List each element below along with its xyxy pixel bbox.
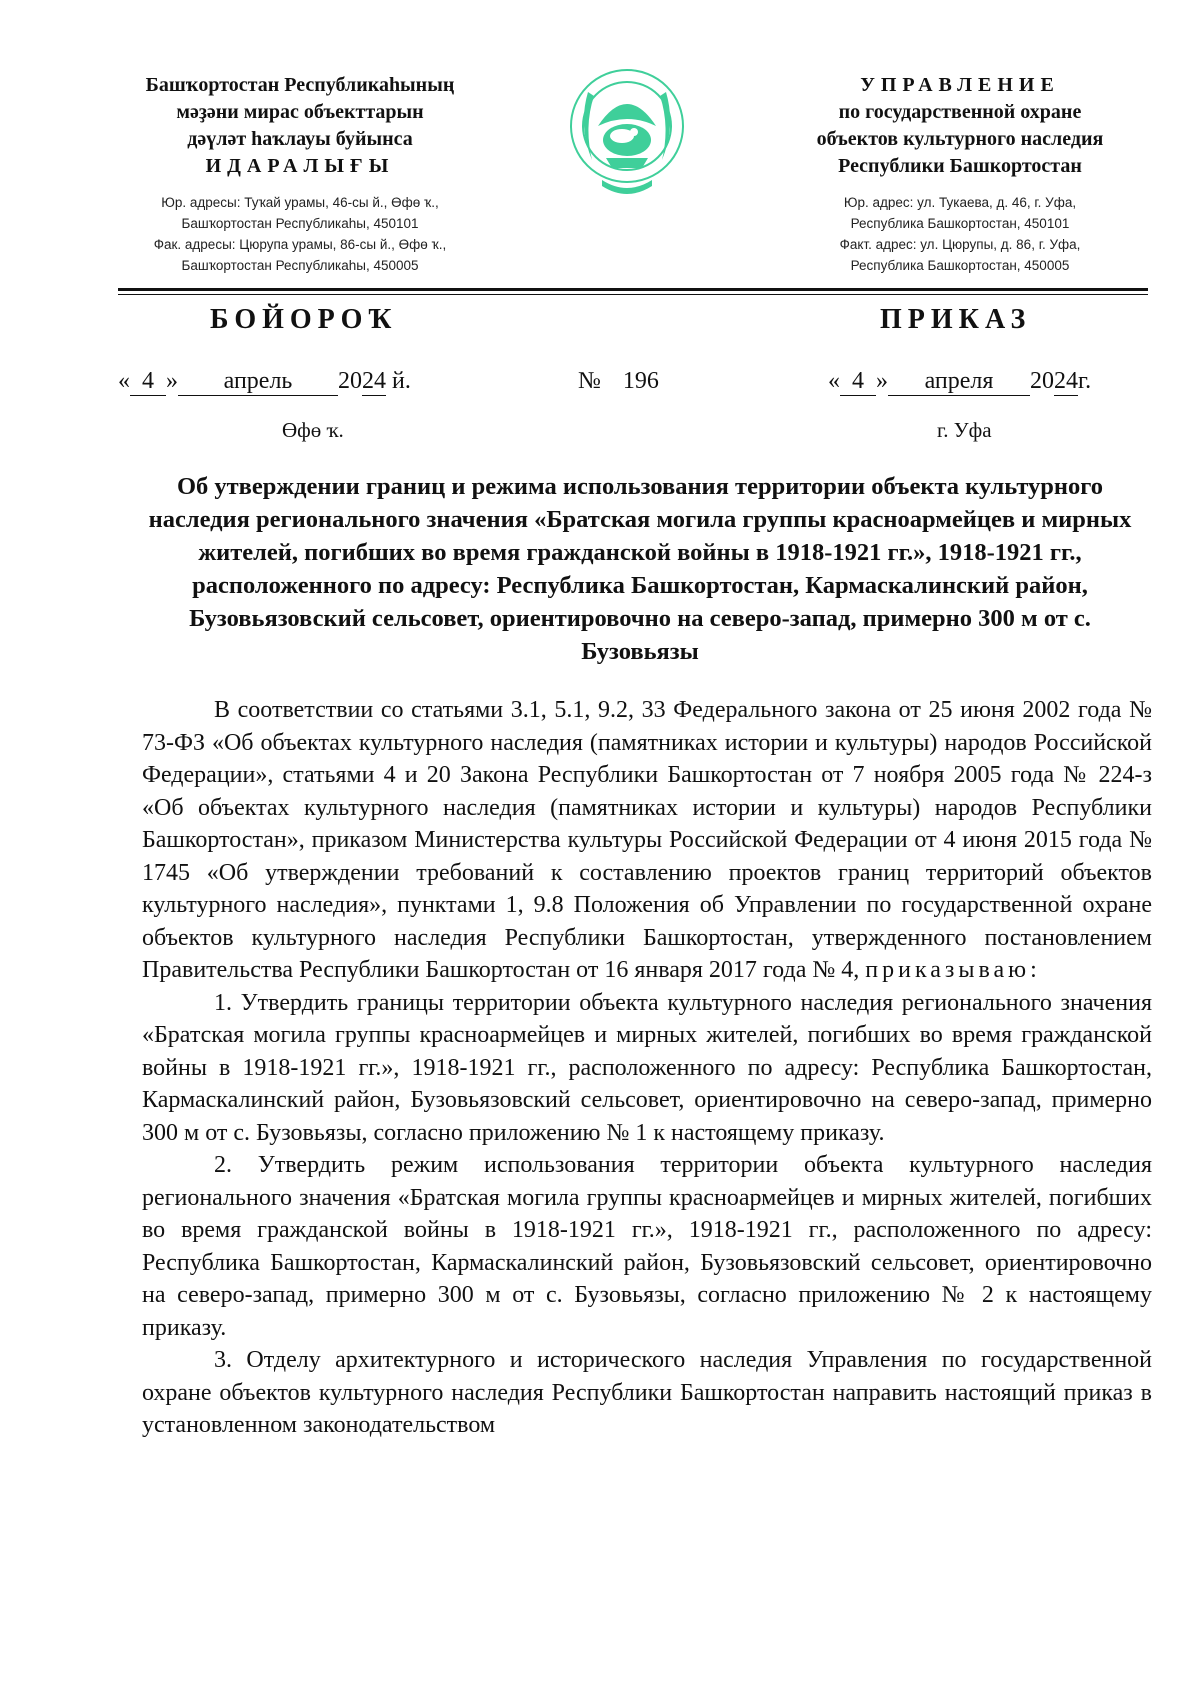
address-line: Фак. адресы: Цюрупа урамы, 86-сы й., Өфө ҡ., [153,237,447,252]
header-right-russian [770,72,1150,276]
org-name-line: мәҙәни мирас объекттарын [176,101,424,123]
doc-type-bashkir: БОЙОРОҠ [210,304,398,335]
header-divider-thick [118,288,1148,291]
city-bashkir: Өфө ҡ. [282,418,344,442]
address-line: Факт. адрес: ул. Цюрупы, д. 86, г. Уфа, [839,237,1081,252]
org-address [770,192,1150,276]
date-year-prefix: 20 [338,368,362,394]
preamble-paragraph [142,694,1152,987]
address-line: Юр. адресы: Туҡай урамы, 46-сы й., Өфө ҡ., [161,195,439,210]
document-title: Об утверждении границ и режима использования территории объекта культурного наследия регионального значения «Братская могила группы красноармейцев и мирных жителей, погибших во время гражданской войны в 1918-1921 гг.», 1918-1921 гг., расположенного по адресу: Республика Башкортостан, Кармаскалинский район, Бузовьязовский сельсовет, ориентировочно на северо-запад, примерно 300 м от с. Бузовьязы [148,473,1132,665]
order-item: 1. Утвердить границы территории объекта культурного наследия регионального значения «Братская могила группы красноармейцев и мирных жителей, погибших во время гражданской войны в 1918-1921 гг.», 1918-1921 гг., расположенного по адресу: Республика Башкортостан, Кармаскалинский район, Бузовьязовский сельсовет, ориентировочно на северо-запад, примерно 300 м от с. Бузовьязы, согласно приложению № 1 к настоящему приказу. [142,989,1152,1146]
date-year-unit: г. [1078,368,1092,394]
quote-close: » [876,368,888,394]
address-line: Республика Башкортостан, 450005 [850,258,1070,273]
address-line: Республика Башкортостан, 450101 [850,216,1070,231]
date-russian [828,368,1091,396]
number-sign: № [578,368,601,394]
header-left-bashkir [100,72,500,276]
org-address [100,192,500,276]
order-word: приказываю: [865,957,1041,983]
org-name-line: объектов культурного наследия [816,128,1104,150]
bashkortostan-coat-of-arms-icon [568,62,686,204]
city-russian: г. Уфа [937,418,992,442]
preamble-text: В соответствии со статьями 3.1, 5.1, 9.2, 33 Федерального закона от 25 июня 2002 года № 73-ФЗ «Об объектах культурного наследия (памятниках истории и культуры) народов Российской Федерации», статьями 4 и 20 Закона Республики Башкортостан от 7 ноября 2005 года № 224-з «Об объектах культурного наследия (памятниках истории и культуры) народов Республики Башкортостан», приказом Министерства культуры Российской Федерации от 4 июня 2015 года № 1745 «Об утверждении требований к составлению проектов границ территорий объектов культурного наследия», пунктами 1, 9.8 Положения об Управлении по государственной охране объектов культурного наследия Республики Башкортостан, утвержденного постановлением Правительства Республики Башкортостан от 16 января 2017 года № 4, [142,697,1152,983]
date-bashkir [118,368,411,396]
date-year-prefix: 20 [1030,368,1054,394]
date-year-suffix: 24 [1054,368,1078,394]
order-item: 2. Утвердить режим использования территории объекта культурного наследия регионального значения «Братская могила группы красноармейцев и мирных жителей, погибших во время гражданской войны в 1918-1921 гг.», 1918-1921 гг., расположенного по адресу: Республика Башкортостан, Кармаскалинский район, Бузовьязовский сельсовет, ориентировочно на северо-запад, примерно 300 м от с. Бузовьязы, согласно приложению № 2 к настоящему приказу. [142,1152,1152,1341]
org-name-line: дәүләт һаҡлауы буйынса [187,128,413,150]
quote-close: » [166,368,178,394]
org-name-line: по государственной охране [838,101,1082,123]
date-year-suffix: 24 [362,368,386,394]
quote-open: « [118,368,130,394]
order-item: 3. Отделу архитектурного и исторического наследия Управления по государственной охране объектов культурного наследия Республики Башкортостан направить настоящий приказ в установленном законодательством [142,1347,1152,1438]
date-day: 4 [130,368,166,396]
org-name-line: Республики Башкортостан [838,155,1082,177]
date-month: апреля [888,368,1030,396]
number-value: 196 [622,368,659,394]
document-body [142,694,1152,1442]
address-line: Башҡортостан Республикаһы, 450101 [181,216,419,231]
org-name-line: Башҡортостан Республикаһының [145,74,455,96]
doc-type-russian: ПРИКАЗ [880,304,1032,335]
quote-open: « [828,368,840,394]
org-name-line: ИДАРАЛЫҒЫ [205,155,395,177]
date-month: апрель [178,368,338,396]
address-line: Башҡортостан Республикаһы, 450005 [181,258,419,273]
date-day: 4 [840,368,876,396]
header-divider-thin [118,294,1148,295]
address-line: Юр. адрес: ул. Тукаева, д. 46, г. Уфа, [843,195,1077,210]
date-year-unit: й. [392,368,411,394]
org-name-line: УПРАВЛЕНИЕ [860,74,1060,96]
order-number [578,368,659,395]
